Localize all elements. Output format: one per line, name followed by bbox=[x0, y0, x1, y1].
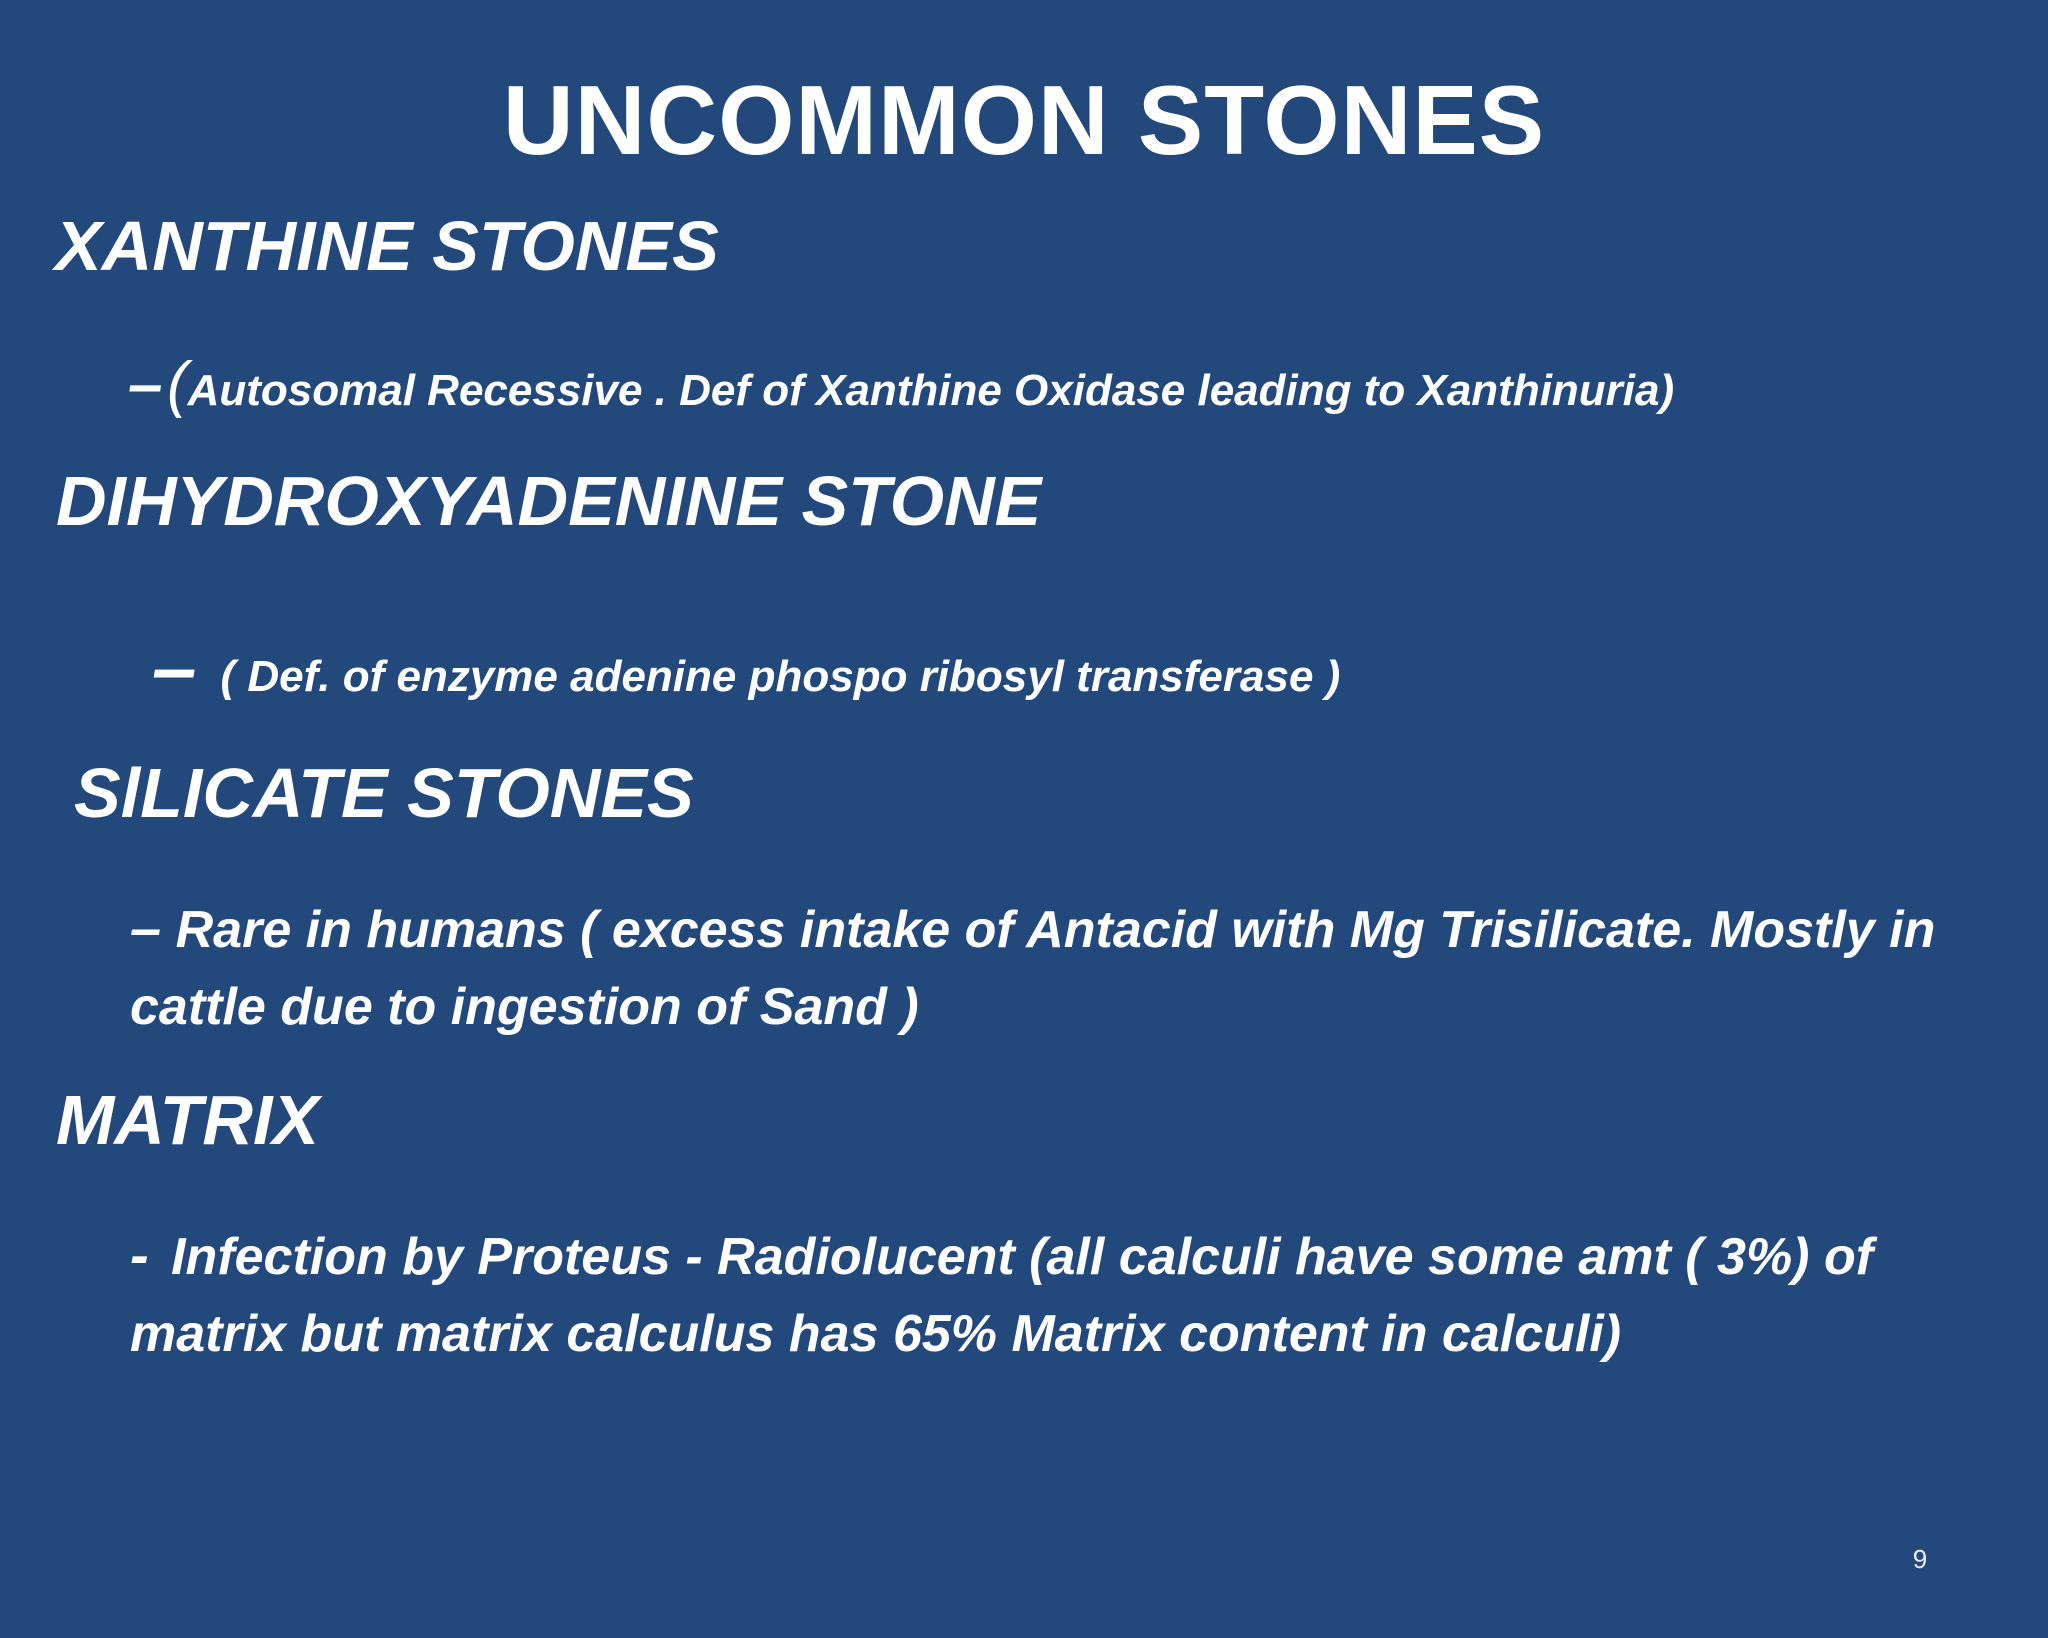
dihydroxyadenine-description bbox=[152, 623, 1341, 731]
matrix-description bbox=[130, 1216, 2010, 1373]
bullet-dash: – bbox=[152, 623, 197, 712]
slide-title: UNCOMMON STONES bbox=[502, 65, 1546, 175]
xanthine-text: Autosomal Recessive . Def of Xanthine Oxidase leading to Xanthinuria) bbox=[187, 366, 1675, 415]
bullet-dash: – bbox=[128, 350, 163, 419]
page-number: 9 bbox=[1912, 1544, 1928, 1574]
silicate-line-1 bbox=[130, 889, 2010, 969]
heading-matrix: MATRIX bbox=[56, 1081, 320, 1159]
silicate-description bbox=[130, 889, 2010, 1046]
heading-silicate-stones: SlLICATE STONES bbox=[74, 754, 694, 832]
bullet-dash: - bbox=[130, 1223, 149, 1286]
matrix-line-1 bbox=[130, 1216, 2010, 1296]
silicate-text-line-2: cattle due to ingestion of Sand ) bbox=[130, 978, 919, 1036]
silicate-text-line-1: Rare in humans ( excess intake of Antacid with Mg Trisilicate. Mostly in bbox=[175, 901, 1936, 959]
dihydroxyadenine-text: ( Def. of enzyme adenine phospo ribosyl transferase ) bbox=[220, 652, 1341, 701]
matrix-text-line-2: matrix but matrix calculus has 65% Matrix content in calculi) bbox=[130, 1305, 1622, 1363]
xanthine-description bbox=[128, 350, 1674, 436]
open-paren: ( bbox=[166, 350, 188, 419]
heading-xanthine-stones: XANTHINE STONES bbox=[55, 207, 719, 285]
bullet-dash: – bbox=[130, 896, 162, 959]
matrix-text-line-1: Infection by Proteus - Radiolucent (all calculi have some amt ( 3%) of bbox=[171, 1228, 1874, 1286]
heading-dihydroxyadenine-stone: DIHYDROXYADENINE STONE bbox=[56, 462, 1042, 540]
